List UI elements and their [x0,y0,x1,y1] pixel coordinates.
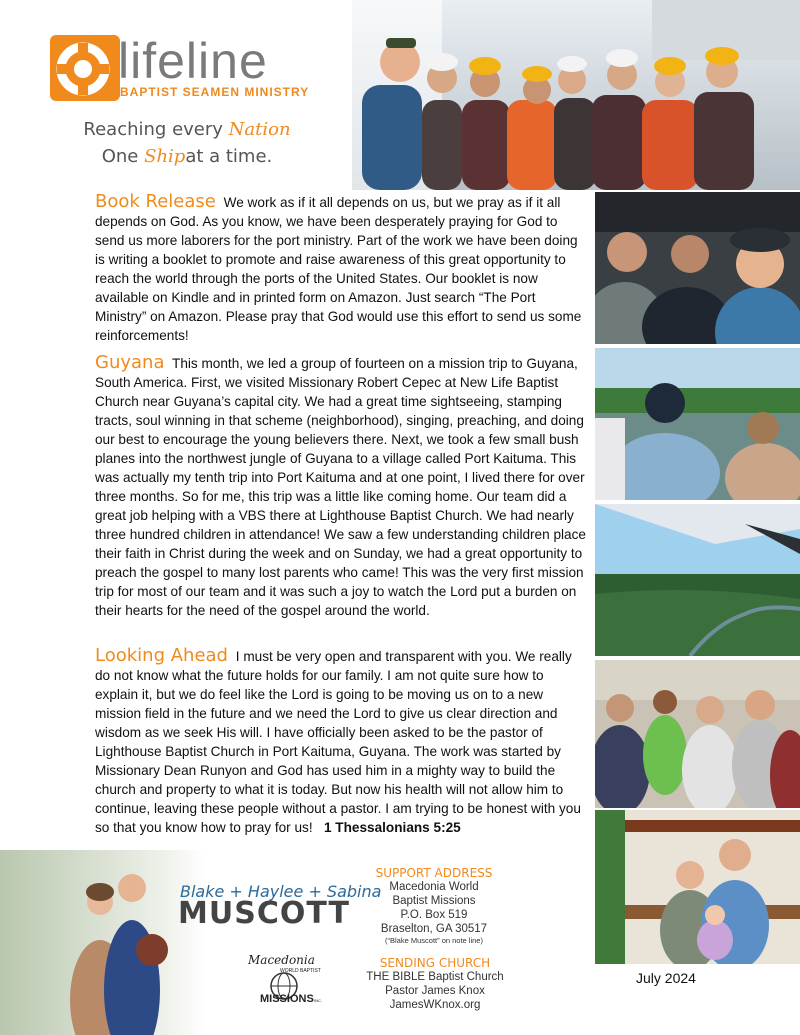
tagline-text: Reaching every [83,119,223,140]
prayer-group-photo [595,660,800,808]
tagline-line-1 [72,116,302,143]
mission-logo-inc: INC. [314,998,322,1003]
scripture-reference: 1 Thessalonians 5:25 [323,820,461,835]
sending-line: Pastor James Knox [385,985,485,997]
selfie-photo [595,192,800,344]
support-title: SUPPORT ADDRESS [375,866,493,880]
sending-line: THE BIBLE Baptist Church [366,971,504,983]
article-heading: Looking Ahead [95,645,228,666]
tagline-text: at a time. [185,146,273,167]
article-body: We work as if it all depends on us, but we pray as if it all depends on God. As you know, we have been desperately praying for God to send us more laborers for the port ministry. Part of the work we have been doing is writing a booklet to promote and raise awareness of this great opportunity to reach the world through the ports of the United States. Our booklet is now available on Kindle and in printed form on Amazon. Just search “The Port Ministry” on Amazon. Please pray that God would use this effort to send us some reinforcements! [95,195,582,343]
sending-title: SENDING CHURCH [379,956,491,970]
support-line: Baptist Missions [392,895,476,907]
article-heading: Book Release [95,191,216,212]
family-names: Blake + Haylee + Sabina [180,882,382,901]
mission-logo-mid: WORLD BAPTIST [280,968,321,974]
sending-website: JamesWKnox.org [389,999,481,1011]
article-looking-ahead [95,646,590,837]
article-heading: Guyana [95,352,165,373]
support-address [358,866,510,946]
support-line: P.O. Box 519 [400,909,468,921]
tagline-emphasis: Nation [228,119,291,140]
mission-logo-top: Macedonia [248,953,315,967]
boat-ride-photo [595,348,800,500]
ship-crew-photo [352,0,800,190]
logo-subtitle: BAPTIST SEAMEN MINISTRY [120,85,310,99]
article-book-release [95,192,590,345]
family-porch-photo [595,810,800,964]
support-note: (“Blake Muscott” on note line) [385,936,483,945]
article-body: This month, we led a group of fourteen on a mission trip to Guyana, South America. First, we visited Missionary Robert Cepec at New Life Baptist Church near Guyana’s capital city. We had a great time sightseeing, stamping tracts, soul winning in that scheme (neighborhood), singing, preaching, and doing our best to encourage the young believers there. Next, we took a few small bush planes into the northwest jungle of Guyana to a village called Port Kaituma. This was actually my tenth trip into Port Kaituma and at one point, I lived there for over three months. So for me, this trip was a little like coming home. Our team did a great job helping with a VBS there at Lighthouse Baptist Church. We had nearly three hundred children in attendance! We saw a few understanding children place their faith in Christ during the week and on Sunday, we had a great opportunity to preach the gospel to many lost parents who came! This was the very first mission trip for most of our team and it was such a joy to watch the Lord put a burden on their hearts for the need of the gospel around the world. [95,356,586,618]
family-surname: MUSCOTT [178,896,350,931]
support-line: Macedonia World [389,881,479,893]
missionary-family-photo [0,850,205,1035]
tagline-text: One [101,146,139,167]
article-body: I must be very open and transparent with you. We really do not know what the future holds for our family. I am not quite sure how to explain it, but we do feel like the Lord is going to be moving us on to a new mission field in the future and we need the Lord to give us clear direction and wisdom as we seek His will. I have officially been asked to be the pastor of Lighthouse Baptist Church in Port Kaituma, Guyana. The work was started by Missionary Dean Runyon and God has used him in a mighty way to build the church and property to what it is today. But now his health will not allow him to continue, leaving these people without a pastor. I am trying to be honest with you so that you know how to pray for us! [95,649,581,835]
macedonia-missions-logo [242,950,326,1006]
lifeline-logo [50,35,310,105]
newsletter-date: July 2024 [636,970,696,986]
logo-wordmark: lifeline [118,33,268,89]
tagline-line-2 [72,143,302,170]
aerial-jungle-photo [595,504,800,656]
tagline [72,116,302,170]
support-line: Braselton, GA 30517 [380,923,488,935]
tagline-emphasis: Ship [144,146,186,167]
sending-church [350,956,520,1012]
mission-logo-bottom: MISSIONS [260,993,314,1005]
article-guyana [95,353,590,620]
lifeline-ring-icon [50,35,120,101]
